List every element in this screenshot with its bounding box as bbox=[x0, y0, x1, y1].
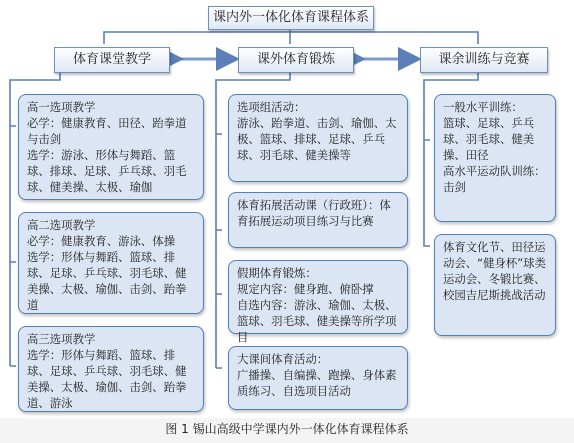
card-grade1 bbox=[18, 94, 204, 200]
holiday-fixed: 规定内容：健身跑、俯卧撑 bbox=[237, 282, 374, 296]
card-holiday bbox=[228, 260, 408, 344]
header-class-teaching bbox=[54, 47, 170, 73]
holiday-optional: 自选内容：游泳、瑜伽、太极、篮球、羽毛球、健美操等所学项目 bbox=[237, 298, 397, 344]
grade1-required: 必学：健康教育、田径、跆拳道与击剑 bbox=[27, 116, 187, 146]
header-class-label: 体育课堂教学 bbox=[72, 52, 151, 67]
grade1-elective: 选学：游泳、形体与舞蹈、篮球、排球、足球、乒乓球、羽毛球、健美操、太极、瑜伽 bbox=[27, 148, 187, 194]
training-title: 一般水平训练： bbox=[443, 100, 523, 114]
grade3-elective: 选学：形体与舞蹈、篮球、排球、足球、乒乓球、羽毛球、健美操、太极、瑜伽、击剑、跆拳道、游泳 bbox=[27, 348, 187, 410]
card-general-training bbox=[434, 94, 556, 222]
groups-title: 选项组活动： bbox=[237, 100, 306, 114]
header-after-school-label: 课外体育锻炼 bbox=[256, 52, 335, 67]
card-festival bbox=[434, 234, 556, 336]
grade1-title: 高一选项教学 bbox=[27, 100, 96, 114]
header-after-school bbox=[238, 47, 354, 73]
holiday-title: 假期体育锻炼： bbox=[237, 266, 317, 280]
card-expansion bbox=[228, 192, 408, 248]
card-grade3 bbox=[18, 326, 204, 412]
recess-content: 广播操、自编操、跑操、身体素质练习、自选项目活动 bbox=[237, 368, 397, 398]
festival-text: 体育文化节、田径运动会、“健身杯”球类运动会、冬锻比赛、校园吉尼斯挑战活动 bbox=[443, 240, 546, 302]
training-high: 高水平运动队训练： bbox=[443, 164, 546, 178]
card-grade2 bbox=[18, 212, 204, 314]
groups-content: 游泳、跆拳道、击剑、瑜伽、太极、篮球、排球、足球、乒乓球、羽毛球、健美操等 bbox=[237, 116, 397, 162]
recess-title: 大课间体育活动： bbox=[237, 352, 329, 366]
training-content: 篮球、足球、乒乓球、羽毛球、健美操、田径 bbox=[443, 116, 535, 162]
header-training bbox=[420, 47, 548, 73]
card-option-groups bbox=[228, 94, 408, 182]
grade2-required: 必学：健康教育、游泳、体操 bbox=[27, 234, 176, 248]
connector-top bbox=[104, 28, 478, 44]
top-title: 课内外一体化体育课程体系 bbox=[212, 10, 369, 25]
header-training-label: 课余训练与竞赛 bbox=[438, 52, 530, 67]
grade2-title: 高二选项教学 bbox=[27, 218, 96, 232]
grade3-title: 高三选项教学 bbox=[27, 332, 96, 346]
top-title-box bbox=[208, 6, 374, 30]
expansion-text: 体育拓展活动课（行政班）：体育拓展运动项目练习与比赛 bbox=[237, 198, 391, 228]
card-recess bbox=[228, 346, 408, 410]
figure-caption: 图 1 锡山高级中学课内外一体化体育课程体系 bbox=[165, 422, 409, 436]
training-high-content: 击剑 bbox=[443, 180, 466, 194]
grade2-elective: 选学：形体与舞蹈、篮球、排球、足球、乒乓球、羽毛球、健美操、太极、瑜伽、击剑、跆拳道 bbox=[27, 250, 187, 312]
